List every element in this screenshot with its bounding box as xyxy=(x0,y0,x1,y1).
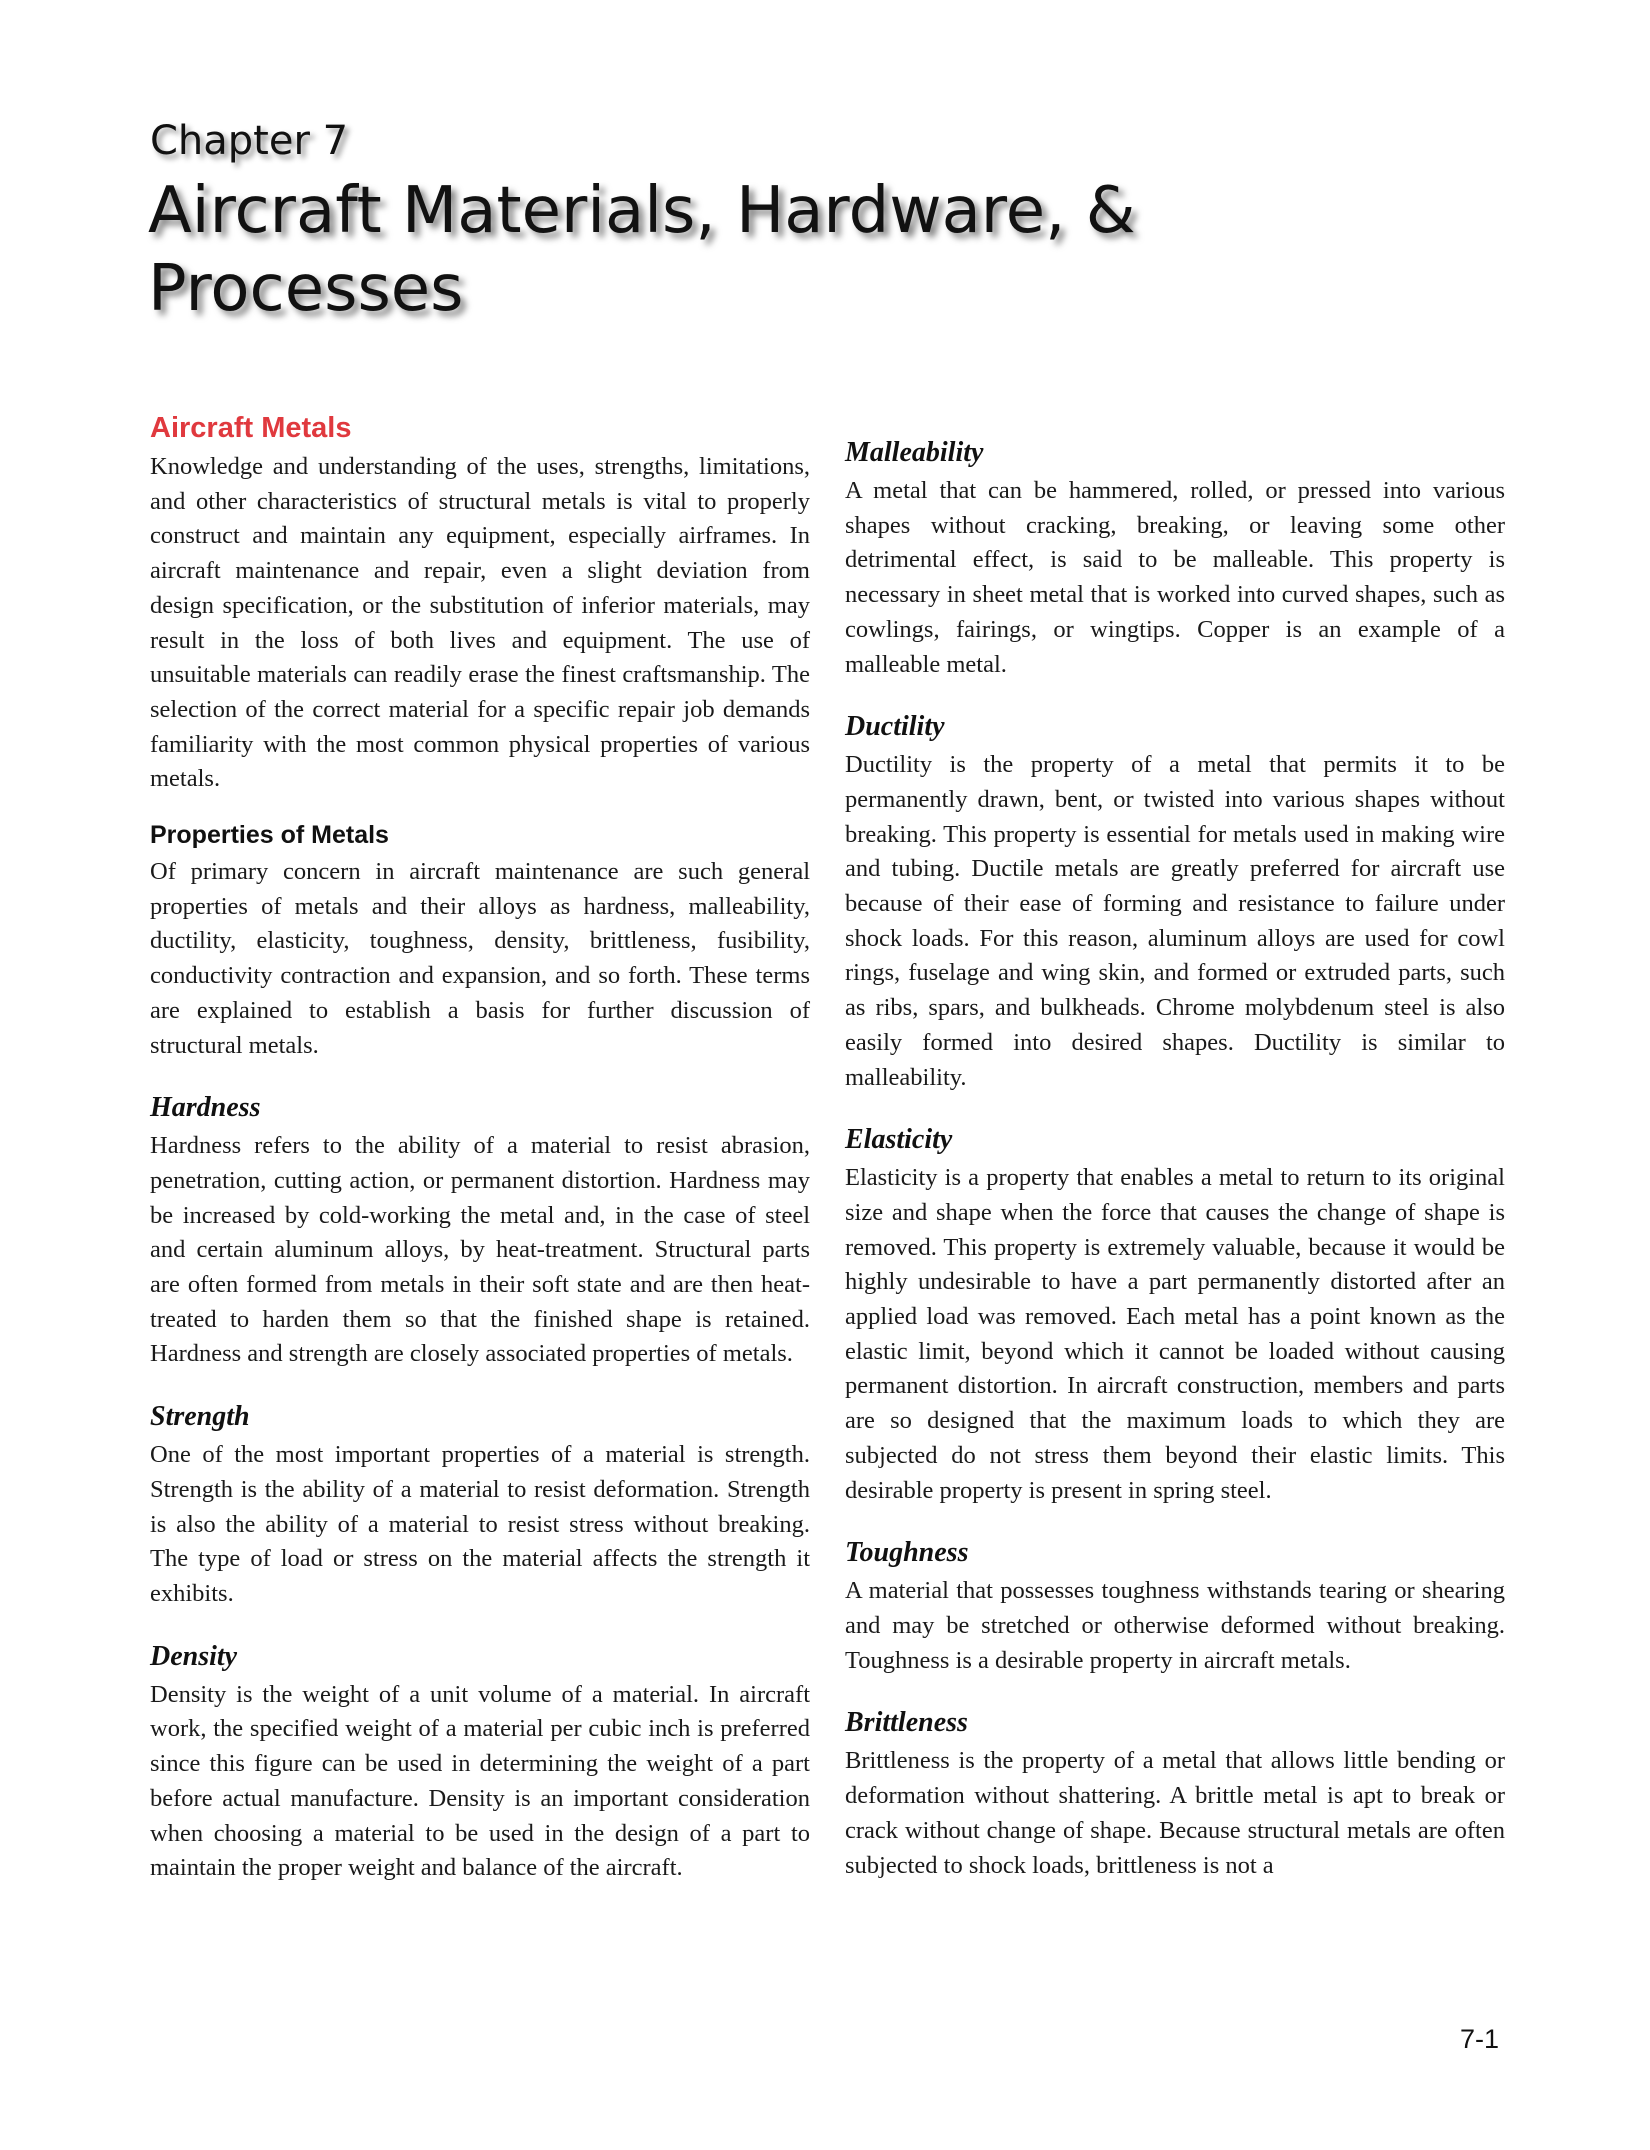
heading-density: Density xyxy=(150,1640,238,1672)
subheading-properties-of-metals: Properties of Metals xyxy=(150,821,389,850)
chapter-title: Aircraft Materials, Hardware, & Processes xyxy=(148,174,1136,326)
page-number: 7-1 xyxy=(1460,2024,1500,2054)
left-column xyxy=(150,410,810,1886)
chapter-label: Chapter 7 xyxy=(150,118,349,164)
heading-malleability: Malleability xyxy=(845,437,984,468)
density-paragraph: Density is the weight of a unit volume of a material. In aircraft work, the specified weight of a material per cubic inch is preferred since this figure can be used in determining the weight of a part before actual manufacture. Density is an important consideration when choosing a material to be used in the design of a part to maintain the proper weight and balance of the aircraft. xyxy=(150,1680,810,1882)
strength-paragraph: One of the most important properties of a material is strength. Strength is the ability of a material to resist deformation. Strength is also the ability of a material to resist stress without breaking. The type of load or stress on the material affects the strength it exhibits. xyxy=(150,1441,810,1607)
right-column xyxy=(845,436,1505,1883)
heading-brittleness: Brittleness xyxy=(845,1707,968,1739)
hardness-paragraph: Hardness refers to the ability of a material to resist abrasion, penetration, cutting action, or permanent distortion. Hardness may be increased by cold-working the metal and, in the case of steel and certain aluminum alloys, by heat-treatment. Structural parts are often formed from metals in their soft state and are then heat-treated to harden them so that the finished shape is retained. Hardness and strength are closely associated properties of metals. xyxy=(150,1132,810,1368)
properties-paragraph: Of primary concern in aircraft maintenance are such general properties of metals and their alloys as hardness, malleability, ductility, elasticity, toughness, density, brittleness, fusibility, conductivity contraction and expansion, and so forth. These terms are explained to establish a basis for further discussion of structural metals. xyxy=(150,858,810,1059)
heading-strength: Strength xyxy=(150,1401,250,1433)
intro-paragraph: Knowledge and understanding of the uses, strengths, limitations, and other characteristics of structural metals is vital to properly construct and maintain any equipment, especially airframes. In aircraft maintenance and repair, even a slight deviation from design specification, or the substitution of inferior materials, may result in the loss of both lives and equipment. The use of unsuitable materials can readily erase the finest craftsmanship. The selection of the correct material for a specific repair job demands familiarity with the most common physical properties of various metals. xyxy=(150,453,810,793)
heading-ductility: Ductility xyxy=(845,711,945,743)
ductility-paragraph: Ductility is the property of a metal that permits it to be permanently drawn, bent, or twisted into various shapes without breaking. This property is essential for metals used in making wire and tubing. Ductile metals are greatly preferred for aircraft use because of their ease of forming and resistance to failure under shock loads. For this reason, aluminum alloys are used for cowl rings, fuselage and wing skin, and formed or extruded parts, such as ribs, spars, and bulkheads. Chrome molybdenum steel is also easily formed into desired shapes. Ductility is similar to malleability. xyxy=(845,751,1505,1091)
elasticity-paragraph: Elasticity is a property that enables a metal to return to its original size and shape when the force that causes the change of shape is removed. This property is extremely valuable, because it would be highly undesirable to have a part permanently distorted after an applied load was removed. Each metal has a point known as the elastic limit, beyond which it cannot be loaded without causing permanent distortion. In aircraft construction, members and parts are so designed that the maximum loads to which they are subjected do not stress them beyond their elastic limits. This desirable property is present in spring steel. xyxy=(845,1164,1505,1504)
malleability-paragraph: A metal that can be hammered, rolled, or pressed into various shapes without cracking, breaking, or leaving some other detrimental effect, is said to be malleable. This property is necessary in sheet metal that is worked into curved shapes, such as cowlings, fairings, or wingtips. Copper is an example of a malleable metal. xyxy=(845,477,1505,678)
heading-elasticity: Elasticity xyxy=(845,1124,953,1156)
brittleness-paragraph: Brittleness is the property of a metal that allows little bending or deformation without shattering. A brittle metal is apt to break or crack without change of shape. Because structural metals are often subjected to shock loads, brittleness is not a xyxy=(845,1747,1505,1879)
heading-toughness: Toughness xyxy=(845,1537,969,1569)
heading-hardness: Hardness xyxy=(150,1092,261,1124)
toughness-paragraph: A material that possesses toughness withstands tearing or shearing and may be stretched or otherwise deformed without breaking. Toughness is a desirable property in aircraft metals. xyxy=(845,1577,1505,1674)
section-heading-aircraft-metals: Aircraft Metals xyxy=(150,412,352,444)
